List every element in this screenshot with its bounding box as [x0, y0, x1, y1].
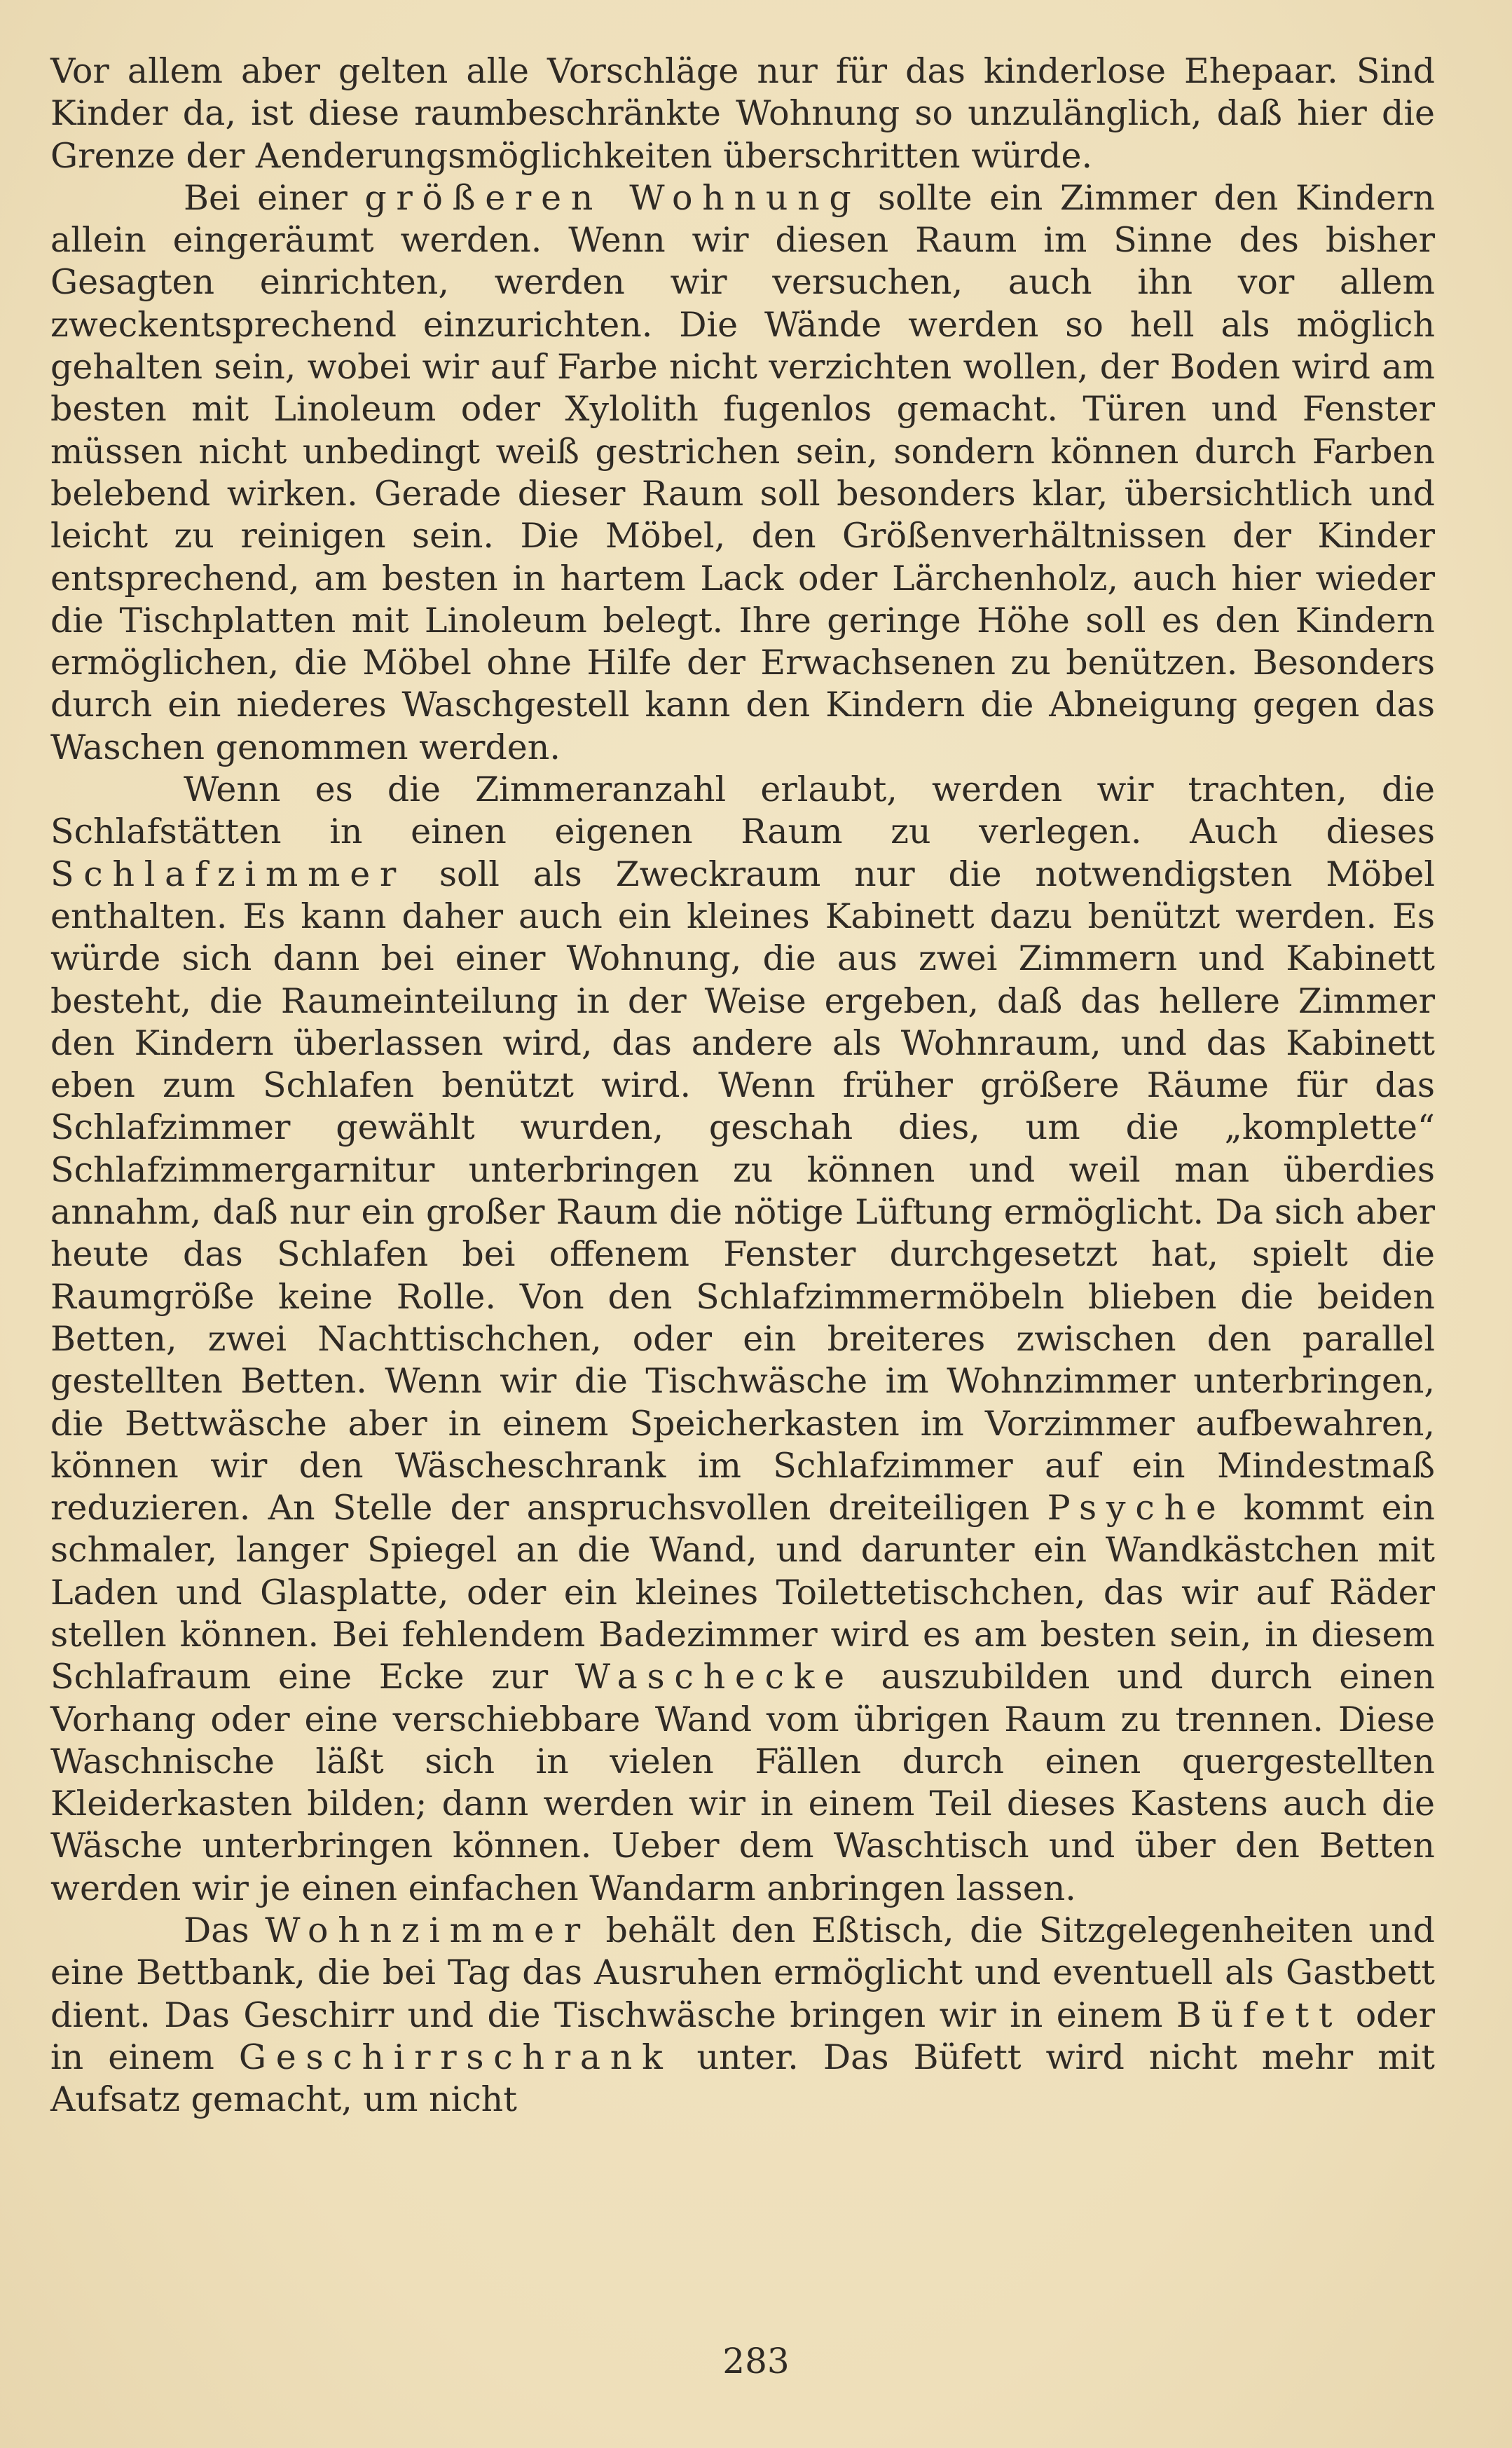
page-number: 283 [722, 2341, 790, 2381]
text-run: soll als Zweckraum nur die notwendigsten Möbel enthalten. Es kann daher auch ein kleines Kabinett dazu benützt werden. Es würde sich dann bei einer Wohnung, die aus zwei Zimmern und Kabinett besteht, die Raumeinteilung in der Weise ergeben, daß das hellere Zimmer den Kindern überlassen wird, das andere als Wohnraum, und das Kabinett eben zum Schlafen benützt wird. Wenn früher größere Räume für das Schlafzimmer gewählt wurden, geschah dies, um die „komplette“ Schlafzimmergarnitur unterbringen zu können und weil man überdies annahm, daß nur ein großer Raum die nötige Lüftung ermöglicht. Da sich aber heute das Schlafen bei offenem Fenster durchgesetzt hat, spielt die Raumgröße keine Rolle. Von den Schlafzimmermöbeln blieben die beiden Betten, zwei Nachttischchen, oder ein breiteres zwischen den parallel gestellten Betten. Wenn wir die Tischwäsche im Wohnzimmer unterbringen, die Bettwäsche aber in einem Speicherkasten im Vorzimmer aufbewahren, können wir den Wäscheschrank im Schlafzimmer auf ein Mindestmaß reduzieren. An Stelle der anspruchsvollen dreiteiligen [50, 854, 1435, 1529]
paragraph [50, 1910, 1435, 2121]
spaced-emphasis: Wohnzimmer [265, 1910, 590, 1951]
text-run: behält den Eßtisch, die Sitzgelegenheiten und eine Bettbank, die bei Tag das Ausruhen ermöglicht und eventuell als Gastbett dient. Das Geschirr und die Tischwäsche bringen wir in einem [50, 1910, 1435, 2035]
text-run: sollte ein Zimmer den Kindern allein eingeräumt werden. Wenn wir diesen Raum im Sinne des bisher Gesagten einrichten, werden wir versuchen, auch ihn vor allem zweckentsprechend einzurichten. Die Wände werden so hell als möglich gehalten sein, wobei wir auf Farbe nicht verzichten wollen, der Boden wird am besten mit Linoleum oder Xylolith fugenlos gemacht. Türen und Fenster müssen nicht unbedingt weiß gestrichen sein, sondern können durch Farben belebend wirken. Gerade dieser Raum soll besonders klar, übersichtlich und leicht zu reinigen sein. Die Möbel, den Größenverhältnissen der Kinder entsprechend, am besten in hartem Lack oder Lärchenholz, auch hier wieder die Tischplatten mit Linoleum belegt. Ihre geringe Höhe soll es den Kindern ermöglichen, die Möbel ohne Hilfe der Erwachsenen zu benützen. Besonders durch ein niederes Waschgestell kann den Kindern die Abneigung gegen das Waschen genommen werden. [50, 177, 1435, 767]
text-run: auszubilden und durch einen Vorhang oder eine verschiebbare Wand vom übrigen Raum zu trennen. Diese Waschnische läßt sich in vielen Fällen durch einen quergestellten Kleiderkasten bilden; dann werden wir in einem Teil dieses Kastens auch die Wäsche unterbringen können. Ueber dem Waschtisch und über den Betten werden wir je einen einfachen Wandarm anbringen lassen. [50, 1657, 1435, 1908]
paragraph [50, 769, 1435, 1910]
paragraph [50, 177, 1435, 769]
spaced-emphasis: Büfett [1176, 1995, 1342, 2035]
spaced-emphasis: Geschirrschrank [238, 2037, 673, 2077]
text-run: Wenn es die Zimmeranzahl erlaubt, werden wir trachten, die Schlafstätten in einen eigenen Raum zu verlegen. Auch dieses [50, 770, 1435, 852]
spaced-emphasis: Psyche [1047, 1488, 1226, 1529]
text-run: Das [184, 1910, 266, 1951]
text-run: Vor allem aber gelten alle Vorschläge nur für das kinderlose Ehepaar. Sind Kinder da, ist diese raumbeschränkte Wohnung so unzulänglich, daß hier die Grenze der Aenderungsmöglichkeiten überschritten würde. [50, 51, 1435, 176]
text-run: Bei einer [184, 177, 365, 218]
paragraph [50, 50, 1435, 177]
text-run: kommt ein schmaler, langer Spiegel an die Wand, und darunter ein Wandkästchen mit Laden und Glasplatte, oder ein kleines Toilettetischchen, das wir auf Räder stellen können. Bei fehlendem Badezimmer wird es am besten sein, in diesem Schlafraum eine Ecke zur [50, 1488, 1435, 1697]
text-run: oder in einem [50, 1995, 1435, 2077]
body-text [50, 50, 1435, 2121]
spaced-emphasis: größeren Wohnung [364, 177, 861, 218]
spaced-emphasis: Schlafzimmer [50, 854, 406, 894]
spaced-emphasis: Waschecke [575, 1657, 854, 1697]
text-run: unter. Das Büfett wird nicht mehr mit Aufsatz gemacht, um nicht [50, 2037, 1435, 2120]
